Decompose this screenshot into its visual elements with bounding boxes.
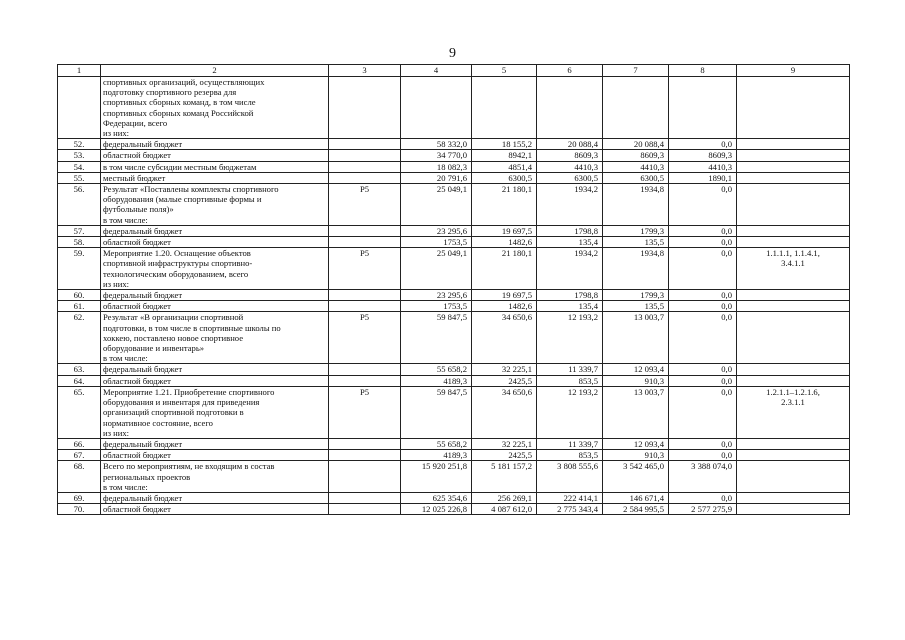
value-cell-col6: 222 414,1 <box>537 492 603 503</box>
description-cell <box>101 364 329 375</box>
row-number-cell <box>58 77 101 139</box>
description-line: оборудование и инвентарь» <box>103 343 205 354</box>
value-cell-col5: 4851,4 <box>472 161 537 172</box>
value-cell-col8: 0,0 <box>669 237 737 248</box>
reference-cell <box>737 375 850 386</box>
reference-cell <box>737 225 850 236</box>
value-cell-col5: 19 697,5 <box>472 290 537 301</box>
table-row <box>58 139 850 150</box>
reference-line: 3.4.1.1 <box>781 258 805 269</box>
value-cell-col4: 58 332,0 <box>401 139 472 150</box>
value-cell-col5: 2425,5 <box>472 450 537 461</box>
value-cell-col4: 34 770,0 <box>401 150 472 161</box>
value-cell-col7: 13 003,7 <box>603 386 669 438</box>
description-line: технологическим оборудованием, всего <box>103 268 249 279</box>
table-row <box>58 461 850 493</box>
value-cell-col6: 12 193,2 <box>537 386 603 438</box>
description-line: в том числе: <box>103 214 148 225</box>
description-cell <box>101 237 329 248</box>
value-cell-col6: 12 193,2 <box>537 312 603 364</box>
description-line: Федерации, всего <box>103 117 168 128</box>
description-line: федеральный бюджет <box>103 139 183 150</box>
table-row <box>58 77 850 139</box>
description-line: подготовку спортивного резерва для <box>103 87 237 98</box>
description-line: федеральный бюджет <box>103 364 183 375</box>
description-cell <box>101 375 329 386</box>
value-cell-col8: 0,0 <box>669 290 737 301</box>
description-cell <box>101 161 329 172</box>
description-cell <box>101 139 329 150</box>
value-cell-col4: 25 049,1 <box>401 184 472 226</box>
value-cell-col7: 3 542 465,0 <box>603 461 669 493</box>
description-cell <box>101 184 329 226</box>
reference-cell <box>737 364 850 375</box>
reference-cell <box>737 461 850 493</box>
value-cell-col4 <box>401 77 472 139</box>
value-cell-col5: 32 225,1 <box>472 438 537 449</box>
value-cell-col7: 1934,8 <box>603 248 669 290</box>
reference-cell <box>737 290 850 301</box>
value-cell-col5: 8942,1 <box>472 150 537 161</box>
value-cell-col8: 0,0 <box>669 184 737 226</box>
description-line: в том числе: <box>103 353 148 364</box>
value-cell-col7: 135,5 <box>603 301 669 312</box>
row-number-cell: 52. <box>58 139 101 150</box>
value-cell-col4: 4189,3 <box>401 450 472 461</box>
description-cell <box>101 301 329 312</box>
reference-cell <box>737 301 850 312</box>
description-line: оборудования (малые спортивные формы и <box>103 194 262 205</box>
row-number-cell: 68. <box>58 461 101 493</box>
value-cell-col5 <box>472 77 537 139</box>
value-cell-col7: 910,3 <box>603 375 669 386</box>
description-line: оборудования и инвентаря для приведения <box>103 397 260 408</box>
description-line: из них: <box>103 128 130 139</box>
code-cell: P5 <box>329 248 401 290</box>
row-number-cell: 70. <box>58 504 101 515</box>
value-cell-col7: 1934,8 <box>603 184 669 226</box>
description-line: Всего по мероприятиям, не входящим в состав <box>103 461 275 472</box>
table-header-row <box>58 65 850 77</box>
table-row <box>58 450 850 461</box>
value-cell-col7: 910,3 <box>603 450 669 461</box>
code-cell <box>329 461 401 493</box>
reference-line: 1.1.1.1, 1.1.4.1, <box>766 248 820 259</box>
value-cell-col5: 2425,5 <box>472 375 537 386</box>
value-cell-col8: 2 577 275,9 <box>669 504 737 515</box>
description-line: федеральный бюджет <box>103 225 183 236</box>
value-cell-col8: 0,0 <box>669 364 737 375</box>
row-number-cell: 66. <box>58 438 101 449</box>
table-row <box>58 150 850 161</box>
value-cell-col5: 32 225,1 <box>472 364 537 375</box>
value-cell-col5: 34 650,6 <box>472 386 537 438</box>
value-cell-col4: 55 658,2 <box>401 364 472 375</box>
reference-cell <box>737 492 850 503</box>
value-cell-col5: 1482,6 <box>472 301 537 312</box>
value-cell-col5: 256 269,1 <box>472 492 537 503</box>
value-cell-col8: 0,0 <box>669 450 737 461</box>
value-cell-col5: 18 155,2 <box>472 139 537 150</box>
description-line: футбольные поля)» <box>103 204 174 215</box>
code-cell <box>329 290 401 301</box>
value-cell-col7: 12 093,4 <box>603 364 669 375</box>
description-cell <box>101 386 329 438</box>
value-cell-col6 <box>537 77 603 139</box>
description-cell <box>101 172 329 183</box>
code-cell <box>329 139 401 150</box>
value-cell-col4: 625 354,6 <box>401 492 472 503</box>
value-cell-col5: 21 180,1 <box>472 184 537 226</box>
description-cell <box>101 77 329 139</box>
table-row <box>58 184 850 226</box>
description-line: местный бюджет <box>103 172 166 183</box>
description-line: Результат «В организации спортивной <box>103 312 244 323</box>
code-cell <box>329 237 401 248</box>
value-cell-col8 <box>669 77 737 139</box>
row-number-cell: 53. <box>58 150 101 161</box>
reference-cell <box>737 184 850 226</box>
value-cell-col7: 20 088,4 <box>603 139 669 150</box>
description-cell <box>101 438 329 449</box>
table-row <box>58 375 850 386</box>
code-cell <box>329 161 401 172</box>
value-cell-col6: 3 808 555,6 <box>537 461 603 493</box>
value-cell-col6: 8609,3 <box>537 150 603 161</box>
description-line: федеральный бюджет <box>103 492 183 503</box>
description-cell <box>101 150 329 161</box>
description-cell <box>101 225 329 236</box>
code-cell <box>329 438 401 449</box>
value-cell-col7: 12 093,4 <box>603 438 669 449</box>
table-row <box>58 492 850 503</box>
description-line: областной бюджет <box>103 450 171 461</box>
code-cell <box>329 450 401 461</box>
value-cell-col7 <box>603 77 669 139</box>
row-number-cell: 65. <box>58 386 101 438</box>
reference-cell <box>737 237 850 248</box>
table-row <box>58 172 850 183</box>
value-cell-col8: 1890,1 <box>669 172 737 183</box>
value-cell-col4: 23 295,6 <box>401 290 472 301</box>
value-cell-col8: 0,0 <box>669 312 737 364</box>
reference-cell <box>737 139 850 150</box>
value-cell-col7: 135,5 <box>603 237 669 248</box>
value-cell-col6: 1934,2 <box>537 248 603 290</box>
description-cell <box>101 312 329 364</box>
description-line: федеральный бюджет <box>103 438 183 449</box>
value-cell-col6: 1934,2 <box>537 184 603 226</box>
table-row <box>58 161 850 172</box>
table-row <box>58 386 850 438</box>
reference-line: 1.2.1.1–1.2.1.6, <box>766 386 820 397</box>
table-row <box>58 438 850 449</box>
reference-cell <box>737 386 850 438</box>
value-cell-col8: 0,0 <box>669 225 737 236</box>
description-cell <box>101 492 329 503</box>
value-cell-col5: 19 697,5 <box>472 225 537 236</box>
value-cell-col4: 1753,5 <box>401 237 472 248</box>
code-cell <box>329 172 401 183</box>
value-cell-col8: 0,0 <box>669 386 737 438</box>
value-cell-col6: 11 339,7 <box>537 438 603 449</box>
description-cell <box>101 461 329 493</box>
description-line: спортивных сборных команд Российской <box>103 107 254 118</box>
value-cell-col7: 1799,3 <box>603 225 669 236</box>
value-cell-col6: 4410,3 <box>537 161 603 172</box>
value-cell-col6: 1798,8 <box>537 225 603 236</box>
header-cell: 4 <box>401 65 472 77</box>
value-cell-col6: 1798,8 <box>537 290 603 301</box>
table-row <box>58 364 850 375</box>
table-row <box>58 290 850 301</box>
description-line: областной бюджет <box>103 301 171 312</box>
description-line: областной бюджет <box>103 150 171 161</box>
value-cell-col4: 18 082,3 <box>401 161 472 172</box>
table-row <box>58 301 850 312</box>
reference-cell <box>737 248 850 290</box>
code-cell <box>329 492 401 503</box>
reference-cell <box>737 172 850 183</box>
description-line: организаций спортивной подготовки в <box>103 407 244 418</box>
header-cell: 5 <box>472 65 537 77</box>
description-cell <box>101 290 329 301</box>
description-line: спортивных сборных команд, в том числе <box>103 97 256 108</box>
value-cell-col8: 0,0 <box>669 375 737 386</box>
table-row <box>58 248 850 290</box>
value-cell-col8: 0,0 <box>669 492 737 503</box>
header-cell: 9 <box>737 65 850 77</box>
description-line: из них: <box>103 278 130 289</box>
row-number-cell: 54. <box>58 161 101 172</box>
description-line: областной бюджет <box>103 504 171 515</box>
table-row <box>58 312 850 364</box>
value-cell-col6: 135,4 <box>537 301 603 312</box>
value-cell-col4: 1753,5 <box>401 301 472 312</box>
table-row <box>58 504 850 515</box>
description-line: нормативное состояние, всего <box>103 417 213 428</box>
row-number-cell: 59. <box>58 248 101 290</box>
value-cell-col8: 3 388 074,0 <box>669 461 737 493</box>
row-number-cell: 67. <box>58 450 101 461</box>
code-cell: P5 <box>329 386 401 438</box>
code-cell <box>329 225 401 236</box>
value-cell-col4: 59 847,5 <box>401 312 472 364</box>
value-cell-col8: 8609,3 <box>669 150 737 161</box>
description-cell <box>101 248 329 290</box>
description-cell <box>101 450 329 461</box>
code-cell <box>329 77 401 139</box>
value-cell-col6: 20 088,4 <box>537 139 603 150</box>
row-number-cell: 63. <box>58 364 101 375</box>
value-cell-col5: 6300,5 <box>472 172 537 183</box>
code-cell <box>329 150 401 161</box>
row-number-cell: 62. <box>58 312 101 364</box>
header-cell: 7 <box>603 65 669 77</box>
row-number-cell: 69. <box>58 492 101 503</box>
reference-cell <box>737 504 850 515</box>
description-line: областной бюджет <box>103 375 171 386</box>
reference-cell <box>737 450 850 461</box>
value-cell-col4: 15 920 251,8 <box>401 461 472 493</box>
value-cell-col7: 2 584 995,5 <box>603 504 669 515</box>
value-cell-col5: 4 087 612,0 <box>472 504 537 515</box>
description-line: Результат «Поставлены комплекты спортивного <box>103 184 279 195</box>
value-cell-col7: 1799,3 <box>603 290 669 301</box>
value-cell-col5: 1482,6 <box>472 237 537 248</box>
value-cell-col5: 34 650,6 <box>472 312 537 364</box>
value-cell-col6: 11 339,7 <box>537 364 603 375</box>
table-body <box>58 65 850 515</box>
code-cell <box>329 504 401 515</box>
code-cell <box>329 375 401 386</box>
header-cell: 2 <box>101 65 329 77</box>
header-cell: 6 <box>537 65 603 77</box>
table-row <box>58 237 850 248</box>
value-cell-col7: 8609,3 <box>603 150 669 161</box>
value-cell-col4: 59 847,5 <box>401 386 472 438</box>
value-cell-col6: 853,5 <box>537 450 603 461</box>
reference-cell <box>737 161 850 172</box>
reference-cell <box>737 312 850 364</box>
header-cell: 8 <box>669 65 737 77</box>
table-row <box>58 225 850 236</box>
value-cell-col7: 6300,5 <box>603 172 669 183</box>
value-cell-col7: 4410,3 <box>603 161 669 172</box>
value-cell-col7: 13 003,7 <box>603 312 669 364</box>
value-cell-col8: 0,0 <box>669 301 737 312</box>
value-cell-col5: 5 181 157,2 <box>472 461 537 493</box>
value-cell-col6: 6300,5 <box>537 172 603 183</box>
description-line: спортивных организаций, осуществляющих <box>103 77 265 87</box>
value-cell-col6: 135,4 <box>537 237 603 248</box>
row-number-cell: 57. <box>58 225 101 236</box>
page-number: 9 <box>449 46 456 61</box>
row-number-cell: 58. <box>58 237 101 248</box>
description-line: региональных проектов <box>103 471 191 482</box>
value-cell-col6: 853,5 <box>537 375 603 386</box>
reference-cell <box>737 438 850 449</box>
value-cell-col8: 0,0 <box>669 139 737 150</box>
description-line: Мероприятие 1.21. Приобретение спортивного <box>103 386 275 397</box>
row-number-cell: 60. <box>58 290 101 301</box>
value-cell-col4: 4189,3 <box>401 375 472 386</box>
value-cell-col4: 12 025 226,8 <box>401 504 472 515</box>
description-line: федеральный бюджет <box>103 290 183 301</box>
code-cell <box>329 364 401 375</box>
row-number-cell: 56. <box>58 184 101 226</box>
code-cell: P5 <box>329 312 401 364</box>
description-line: хоккею, поставлено новое спортивное <box>103 332 244 343</box>
reference-cell <box>737 150 850 161</box>
row-number-cell: 55. <box>58 172 101 183</box>
description-line: подготовки, в том числе в спортивные школы по <box>103 322 281 333</box>
value-cell-col7: 146 671,4 <box>603 492 669 503</box>
description-line: спортивной инфраструктуры спортивно- <box>103 258 253 269</box>
description-line: Мероприятие 1.20. Оснащение объектов <box>103 248 251 259</box>
value-cell-col4: 20 791,6 <box>401 172 472 183</box>
code-cell: P5 <box>329 184 401 226</box>
row-number-cell: 64. <box>58 375 101 386</box>
description-cell <box>101 504 329 515</box>
value-cell-col4: 55 658,2 <box>401 438 472 449</box>
description-line: в том числе субсидии местным бюджетам <box>103 161 257 172</box>
value-cell-col8: 0,0 <box>669 248 737 290</box>
value-cell-col4: 23 295,6 <box>401 225 472 236</box>
budget-table <box>57 64 850 515</box>
reference-line: 2.3.1.1 <box>781 397 805 408</box>
value-cell-col8: 4410,3 <box>669 161 737 172</box>
description-line: в том числе: <box>103 481 148 492</box>
header-cell: 1 <box>58 65 101 77</box>
value-cell-col8: 0,0 <box>669 438 737 449</box>
code-cell <box>329 301 401 312</box>
reference-cell <box>737 77 850 139</box>
header-cell: 3 <box>329 65 401 77</box>
description-line: областной бюджет <box>103 237 171 248</box>
description-line: из них: <box>103 427 130 438</box>
value-cell-col4: 25 049,1 <box>401 248 472 290</box>
value-cell-col6: 2 775 343,4 <box>537 504 603 515</box>
row-number-cell: 61. <box>58 301 101 312</box>
value-cell-col5: 21 180,1 <box>472 248 537 290</box>
